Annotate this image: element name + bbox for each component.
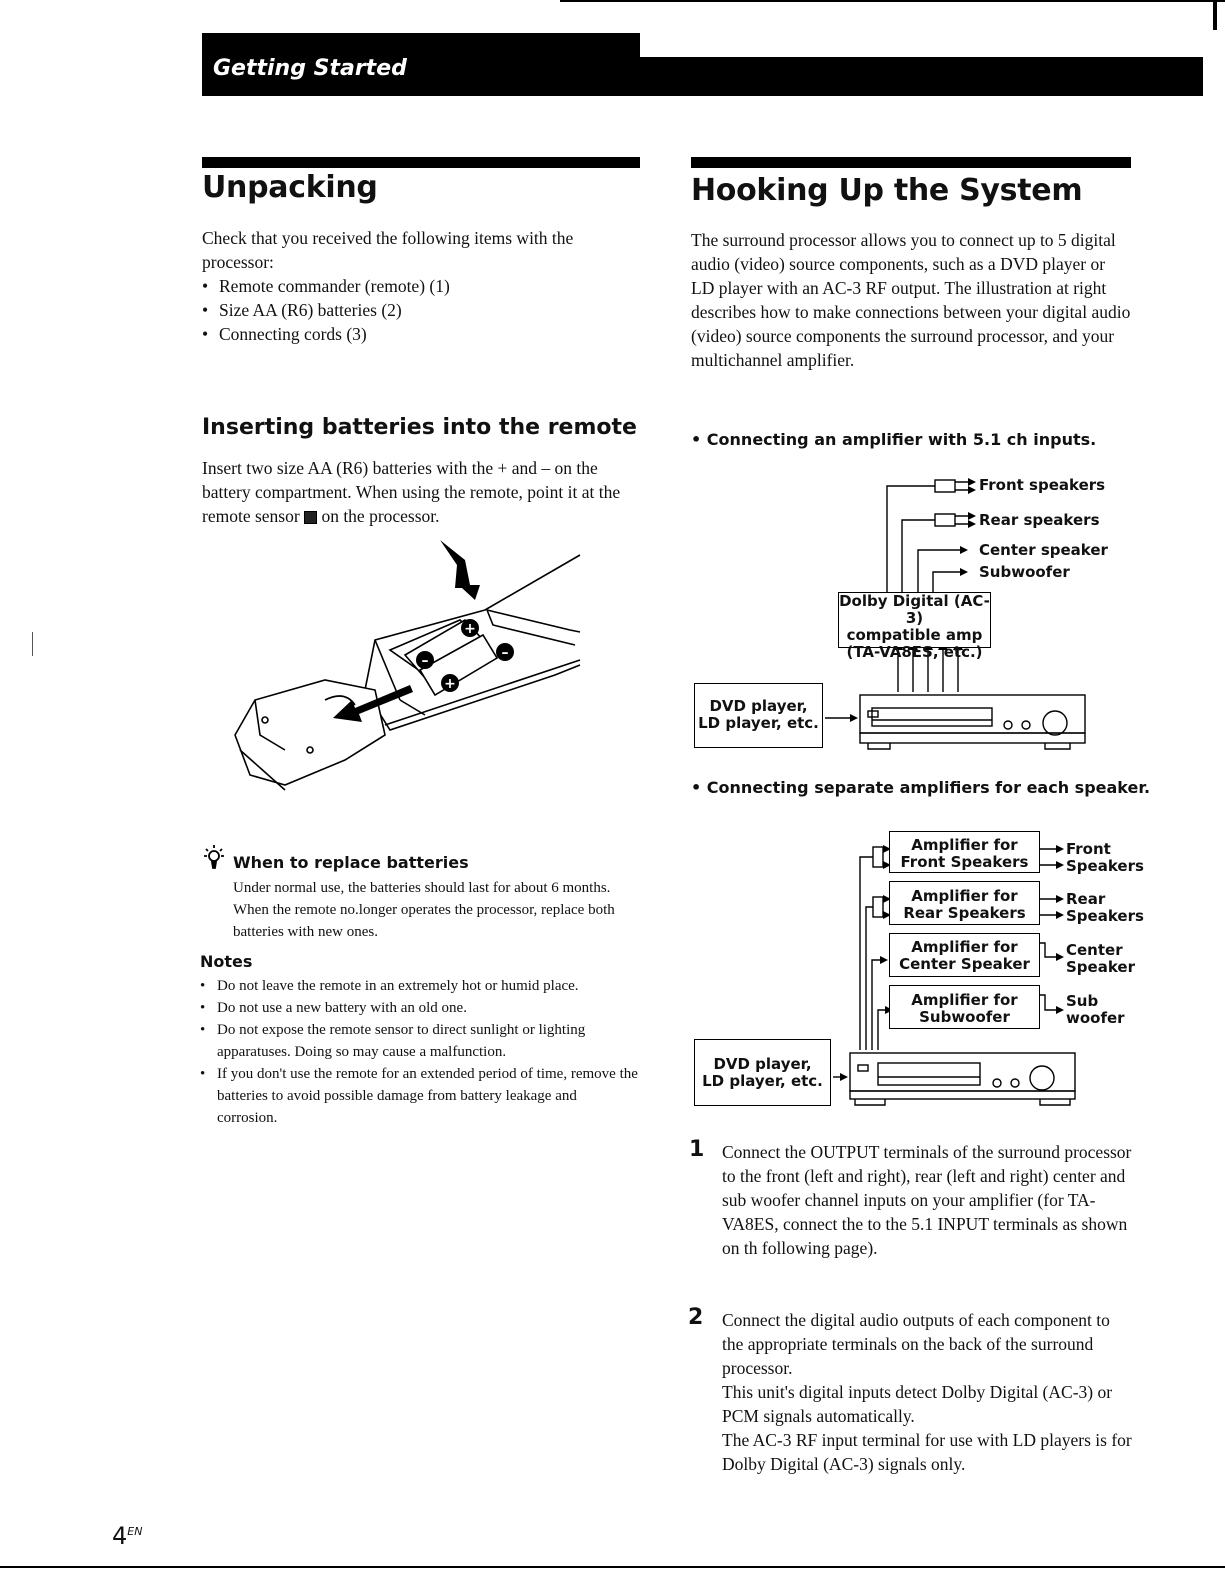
amp-line: Amplifier for xyxy=(911,938,1018,956)
source-line: LD player, etc. xyxy=(698,714,819,732)
hookup-intro: The surround processor allows you to connect up to 5 digital audio (video) source components, such as a DVD player or LD player with an AC-3 RF output. The illustration at right describes how to make connections between your digital audio (video) source components the surround processor, and your multichannel amplifier. xyxy=(691,230,1131,370)
tip-title: When to replace batteries xyxy=(233,853,469,872)
rear-amp-box xyxy=(889,881,1040,925)
subwoofer-output-label xyxy=(1066,993,1125,1027)
source-line: DVD player, xyxy=(709,697,808,715)
diagram1-heading-text: Connecting an amplifier with 5.1 ch inputs. xyxy=(706,430,1097,449)
svg-text:–: – xyxy=(501,645,509,661)
section-header-title: Getting Started xyxy=(213,56,407,81)
center-speaker-label: Center speaker xyxy=(979,541,1108,559)
rear-speakers-output-label xyxy=(1066,891,1144,925)
hookup-title: Hooking Up the System xyxy=(691,173,1083,208)
remote-sensor-icon xyxy=(304,511,317,524)
diagram1-heading: • Connecting an amplifier with 5.1 ch inputs. xyxy=(691,430,1097,449)
out-line: Speaker xyxy=(1066,958,1135,976)
out-line: Front xyxy=(1066,840,1111,858)
svg-text:+: + xyxy=(444,676,456,692)
front-speakers-output-label xyxy=(1066,841,1144,875)
page-language-suffix: EN xyxy=(127,1525,143,1538)
list-item: • Size AA (R6) batteries (2) xyxy=(202,298,642,322)
diagram2-heading: • Connecting separate amplifiers for each speaker. xyxy=(691,778,1151,797)
amp-line: Dolby Digital (AC-3) xyxy=(839,592,990,627)
page-number xyxy=(112,1522,142,1550)
unpacking-intro: Check that you received the following items with the processor: xyxy=(202,228,574,272)
notes-title: Notes xyxy=(200,952,253,971)
batteries-text-after: on the processor. xyxy=(317,506,440,526)
source-line: LD player, etc. xyxy=(702,1072,823,1090)
center-amp-box xyxy=(889,933,1040,977)
step-number: 1 xyxy=(689,1137,705,1162)
unpacking-list xyxy=(202,274,642,346)
out-line: Speakers xyxy=(1066,857,1144,875)
front-speakers-label: Front speakers xyxy=(979,476,1106,494)
dvd-source-box-1 xyxy=(694,683,823,748)
list-item: • Do not leave the remote in an extremely hot or humid place. xyxy=(200,975,640,997)
list-item: • Remote commander (remote) (1) xyxy=(202,274,642,298)
amp-line: Front Speakers xyxy=(900,853,1029,871)
out-line: Rear xyxy=(1066,890,1106,908)
diagram2-heading-text: Connecting separate amplifiers for each speaker. xyxy=(706,778,1151,797)
step-text: Connect the OUTPUT terminals of the surround processor to the front (left and right), rear (left and right) center and sub woofer channel inputs on your amplifier (for TA-VA8ES, connect the to the 5.1 INPUT terminals as shown on th following page). xyxy=(722,1142,1132,1258)
amp-line: Rear Speakers xyxy=(903,904,1026,922)
amp-line: Subwoofer xyxy=(919,1008,1010,1026)
amp-line: Amplifier for xyxy=(911,991,1018,1009)
header-tab xyxy=(202,33,640,57)
dolby-amp-box xyxy=(838,592,991,661)
hookup-rule xyxy=(691,157,1131,168)
margin-mark xyxy=(32,632,33,656)
source-line: DVD player, xyxy=(713,1055,812,1073)
out-line: Center xyxy=(1066,941,1123,959)
out-line: Sub xyxy=(1066,992,1099,1010)
right-edge-mark xyxy=(1213,0,1217,30)
list-item: • Do not expose the remote sensor to direct sunlight or lighting apparatuses. Doing so may cause a malfunction. xyxy=(200,1019,640,1063)
svg-text:–: – xyxy=(421,653,429,669)
subwoofer-label: Subwoofer xyxy=(979,563,1070,581)
tip-text: Under normal use, the batteries should last for about 6 months. When the remote no.longer operates the processor, replace both batteries with new ones. xyxy=(233,880,615,940)
dvd-source-box-2 xyxy=(694,1039,831,1106)
subwoofer-amp-box xyxy=(889,985,1040,1029)
out-line: woofer xyxy=(1066,1009,1125,1027)
step-text: Connect the digital audio outputs of each component to the appropriate terminals on the back of the surround processor. This unit's digital inputs detect Dolby Digital (AC-3) or PCM signals automatically. The AC-3 RF input terminal for use with LD players is for Dolby Digital (AC-3) signals only. xyxy=(722,1310,1132,1474)
list-item: • If you don't use the remote for an extended period of time, remove the batteries to avoid possible damage from battery leakage and corrosion. xyxy=(200,1063,640,1129)
out-line: Speakers xyxy=(1066,907,1144,925)
amp-line: Amplifier for xyxy=(911,836,1018,854)
svg-text:+: + xyxy=(464,621,476,637)
unpacking-title: Unpacking xyxy=(202,170,378,205)
amp-line: compatible amp xyxy=(846,626,983,644)
unpacking-rule xyxy=(202,157,640,168)
batteries-title: Inserting batteries into the remote xyxy=(202,415,637,440)
remote-battery-illustration xyxy=(225,540,595,800)
amp-line: (TA-VA8ES, etc.) xyxy=(846,643,983,661)
lightbulb-tip-icon xyxy=(203,843,227,871)
list-item: • Connecting cords (3) xyxy=(202,322,642,346)
page-number-value: 4 xyxy=(112,1522,128,1550)
bottom-edge-line xyxy=(0,1566,1225,1568)
step-number: 2 xyxy=(688,1305,704,1330)
front-amp-box xyxy=(889,831,1040,873)
top-edge-line xyxy=(560,0,1225,2)
amp-line: Center Speaker xyxy=(899,955,1030,973)
center-speaker-output-label xyxy=(1066,942,1135,976)
list-item: • Do not use a new battery with an old one. xyxy=(200,997,640,1019)
rear-speakers-label: Rear speakers xyxy=(979,511,1100,529)
amp-line: Amplifier for xyxy=(911,887,1018,905)
batteries-text-before: Insert two size AA (R6) batteries with the + and – on the battery compartment. When using the remote, point it at the remote sensor xyxy=(202,458,621,526)
batteries-text xyxy=(202,456,632,528)
notes-list xyxy=(200,975,640,1129)
